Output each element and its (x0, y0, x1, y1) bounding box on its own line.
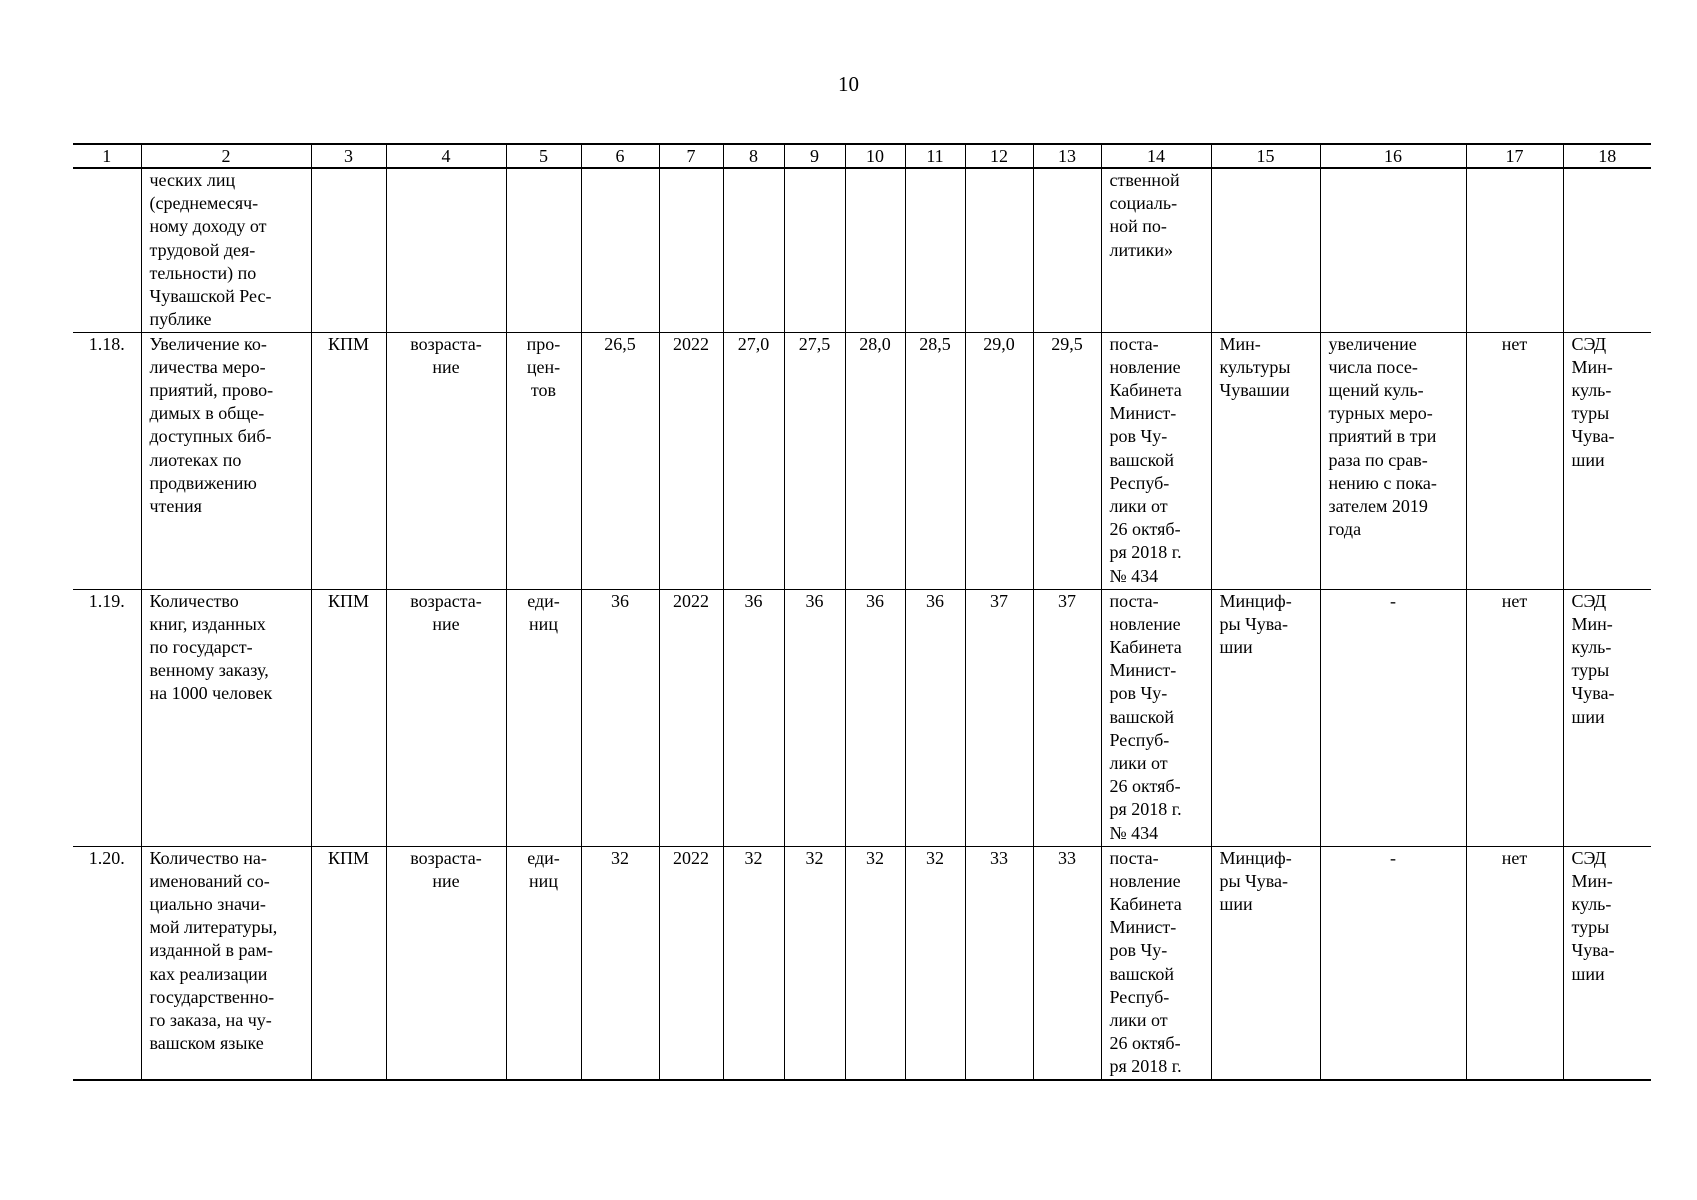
column-header: 12 (965, 144, 1033, 168)
value-cell: 37 (1033, 589, 1101, 846)
info-system-cell: СЭД Мин- куль- туры Чува- шии (1563, 846, 1651, 1080)
info-system-cell: СЭД Мин- куль- туры Чува- шии (1563, 589, 1651, 846)
trend-cell: возраста- ние (386, 846, 506, 1080)
value-cell: 32 (905, 846, 965, 1080)
column-number-row (73, 144, 1651, 168)
relation-cell (1320, 168, 1466, 332)
table-row (73, 332, 1651, 589)
document-cell: поста- новление Кабинета Минист- ров Чу- вашской Респуб- лики от 26 октяб- ря 2018 г. № 434 (1101, 332, 1211, 589)
column-header: 9 (784, 144, 845, 168)
row-number-cell: 1.20. (73, 846, 141, 1080)
value-cell: 27,5 (784, 332, 845, 589)
value-cell: 36 (845, 589, 905, 846)
value-cell (1033, 168, 1101, 332)
row-number-cell (73, 168, 141, 332)
relation-cell: увеличение числа посе- щений куль- турных меро- приятий в три раза по срав- нению с пока- зателем 2019 года (1320, 332, 1466, 589)
indicator-name-cell: ческих лиц (среднемесяч- ному доходу от трудовой дея- тельности) по Чувашской Рес- публике (141, 168, 311, 332)
document-cell: ственной социаль- ной по- литики» (1101, 168, 1211, 332)
base-year-cell (659, 168, 723, 332)
indicator-name-cell: Увеличение ко- личества меро- приятий, прово- димых в обще- доступных биб- лиотеках по продвижению чтения (141, 332, 311, 589)
value-cell (965, 168, 1033, 332)
column-header: 6 (581, 144, 659, 168)
value-cell: 28,5 (905, 332, 965, 589)
indicator-name-cell: Количество на- именований со- циально значи- мой литературы, изданной в рам- ках реализации государственно- го заказа, на чу- вашском языке (141, 846, 311, 1080)
value-cell: 32 (723, 846, 784, 1080)
table-row (73, 168, 1651, 332)
base-value-cell: 36 (581, 589, 659, 846)
value-cell: 36 (905, 589, 965, 846)
gis-cell (1466, 168, 1563, 332)
unit-cell (506, 168, 581, 332)
gis-cell: нет (1466, 332, 1563, 589)
base-value-cell: 32 (581, 846, 659, 1080)
indicator-type-cell (311, 168, 386, 332)
indicator-type-cell: КПМ (311, 846, 386, 1080)
unit-cell: еди- ниц (506, 589, 581, 846)
column-header: 8 (723, 144, 784, 168)
responsible-cell: Мин- культуры Чувашии (1211, 332, 1320, 589)
relation-cell: - (1320, 846, 1466, 1080)
info-system-cell (1563, 168, 1651, 332)
value-cell: 29,5 (1033, 332, 1101, 589)
column-header: 16 (1320, 144, 1466, 168)
column-header: 18 (1563, 144, 1651, 168)
trend-cell: возраста- ние (386, 589, 506, 846)
value-cell: 36 (784, 589, 845, 846)
column-header: 17 (1466, 144, 1563, 168)
document-cell: поста- новление Кабинета Минист- ров Чу- вашской Респуб- лики от 26 октяб- ря 2018 г. (1101, 846, 1211, 1080)
unit-cell: еди- ниц (506, 846, 581, 1080)
column-header: 2 (141, 144, 311, 168)
relation-cell: - (1320, 589, 1466, 846)
base-year-cell: 2022 (659, 589, 723, 846)
trend-cell (386, 168, 506, 332)
indicator-name-cell: Количество книг, изданных по государст- венному заказу, на 1000 человек (141, 589, 311, 846)
indicator-type-cell: КПМ (311, 589, 386, 846)
column-header: 3 (311, 144, 386, 168)
responsible-cell: Минциф- ры Чува- шии (1211, 846, 1320, 1080)
base-value-cell: 26,5 (581, 332, 659, 589)
value-cell (784, 168, 845, 332)
column-header: 5 (506, 144, 581, 168)
value-cell (845, 168, 905, 332)
gis-cell: нет (1466, 589, 1563, 846)
gis-cell: нет (1466, 846, 1563, 1080)
row-number-cell: 1.18. (73, 332, 141, 589)
value-cell: 32 (784, 846, 845, 1080)
value-cell (723, 168, 784, 332)
indicators-table (73, 143, 1651, 1081)
row-number-cell: 1.19. (73, 589, 141, 846)
unit-cell: про- цен- тов (506, 332, 581, 589)
value-cell: 32 (845, 846, 905, 1080)
column-header: 7 (659, 144, 723, 168)
base-year-cell: 2022 (659, 332, 723, 589)
table-row (73, 846, 1651, 1080)
page-number: 10 (838, 72, 859, 96)
column-header: 11 (905, 144, 965, 168)
responsible-cell: Минциф- ры Чува- шии (1211, 589, 1320, 846)
value-cell: 37 (965, 589, 1033, 846)
table-row (73, 589, 1651, 846)
indicator-type-cell: КПМ (311, 332, 386, 589)
responsible-cell (1211, 168, 1320, 332)
value-cell: 36 (723, 589, 784, 846)
base-value-cell (581, 168, 659, 332)
column-header: 1 (73, 144, 141, 168)
value-cell: 28,0 (845, 332, 905, 589)
base-year-cell: 2022 (659, 846, 723, 1080)
value-cell: 27,0 (723, 332, 784, 589)
column-header: 4 (386, 144, 506, 168)
value-cell: 33 (965, 846, 1033, 1080)
column-header: 13 (1033, 144, 1101, 168)
trend-cell: возраста- ние (386, 332, 506, 589)
column-header: 14 (1101, 144, 1211, 168)
value-cell: 33 (1033, 846, 1101, 1080)
value-cell: 29,0 (965, 332, 1033, 589)
column-header: 10 (845, 144, 905, 168)
document-cell: поста- новление Кабинета Минист- ров Чу- вашской Респуб- лики от 26 октяб- ря 2018 г. № 434 (1101, 589, 1211, 846)
column-header: 15 (1211, 144, 1320, 168)
value-cell (905, 168, 965, 332)
info-system-cell: СЭД Мин- куль- туры Чува- шии (1563, 332, 1651, 589)
